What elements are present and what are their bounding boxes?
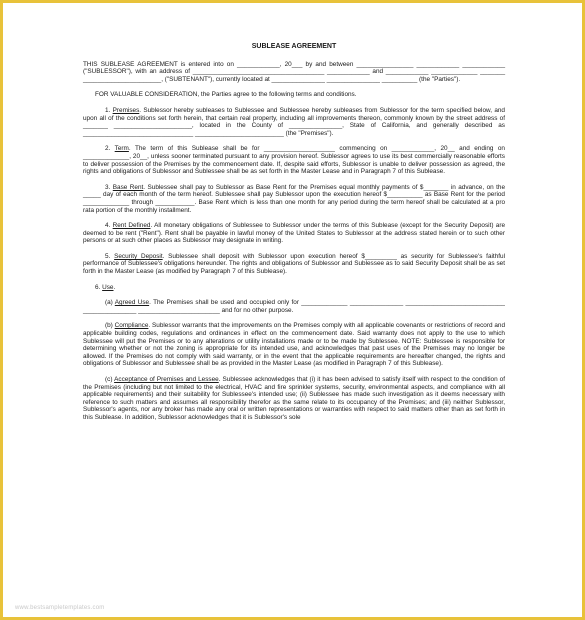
section-body: . Sublessee shall pay to Sublessor as Base Rent for the Premises equal monthly payments of $_______ in advance, on the _____ day of each month of the term hereof. Sublessee shall pay Sublessor upon the execution hereof $__________ as Base Rent for the period _____________ through ___________. Base Rent which is less than one month for any period during the term hereof shall be calculated at a pro rata portion of the monthly installment. <box>83 183 506 214</box>
section-number: 2. <box>105 145 111 153</box>
section-number: 4. <box>105 222 111 230</box>
section-number: 6. <box>95 283 101 291</box>
section-term <box>83 145 505 175</box>
section-rent-defined <box>83 222 505 245</box>
subsection-number: (b) <box>105 322 113 330</box>
section-premises <box>83 107 505 137</box>
document-title: SUBLEASE AGREEMENT <box>251 43 337 50</box>
subsection-heading: Compliance <box>114 322 149 330</box>
section-base-rent <box>83 184 505 214</box>
section-body: . The term of this Sublease shall be for ____________________ commencing on ____________, 20__ and ending on _____________, 20__, unless sooner terminated pursuant to any provision hereof. Sublessor agrees to use its best commercially reasonable efforts to deliver possession of the Premises by the commencement date. If, despite said efforts, Sublessor is unable to deliver possession as agreed, the rights and obligations of Sublessor and Sublessee shall be as set forth in the Master Lease and in Paragraph 7 of this Sublease. <box>83 145 505 176</box>
subsection-compliance <box>83 322 505 368</box>
subsection-heading: Acceptance of Premises and Lessee <box>114 376 219 383</box>
section-body: . Sublessor hereby subleases to Sublessee and Sublessee hereby subleases from Sublessor for the term specified below, and upon all of the conditions set forth herein, that certain real property, including all improvements thereon, commonly known by the street address of _______ ______________________, located in the County of _______________, State of California, and generally described as _______________________________ _________________________ (the "Premises"). <box>83 106 505 137</box>
consideration-paragraph: FOR VALUABLE CONSIDERATION, the Parties agree to the following terms and conditions. <box>95 91 357 99</box>
section-use: 6. Use. <box>95 283 116 291</box>
section-number: 1. <box>105 106 111 114</box>
section-heading: Use <box>102 283 114 291</box>
subsection-agreed-use <box>83 299 505 314</box>
section-number: 5. <box>105 252 111 260</box>
section-heading: Term <box>114 145 129 153</box>
section-heading: Rent Defined <box>112 222 151 230</box>
subsection-heading: Agreed Use <box>114 299 150 307</box>
subsection-body: . Sublessee acknowledges that (i) it has been advised to satisfy itself with respect to the condition of the Premises (including but not limited to the electrical, HVAC and fire sprinkler systems, security, environmental aspects, and compliance with all applicable requirements) and their suitability for Sublessee's intended use; (ii) Sublessee has made such investigation as it deems necessary with reference to such matters and assumes all responsibility therefor as the same relate to its occupancy of the Premises; and (iii) neither Sublessor, Sublessor's agents, nor any broker has made any oral or written representations or warranties with respect to said matters other than as set forth in this Sublease. In addition, Sublessor acknowledges that it is Sublessor's sole <box>83 376 505 421</box>
document-page <box>83 43 505 430</box>
subsection-body: . The Premises shall be used and occupied only for _____________ _______________ ____________________________ _______________ _______________________ and for no other purpose. <box>83 299 505 314</box>
section-body: . All monetary obligations of Sublessee to Sublessor under the terms of this Sublease (except for the Security Deposit) are deemed to be rent ("Rent"). Rent shall be payable in lawful money of the United States to Sublessor at the address stated herein or to such other persons or at such other places as Sublessor may designate in writing. <box>83 222 505 245</box>
watermark-text: www.bestsampletemplates.com <box>15 605 105 611</box>
section-heading: Security Deposit <box>114 252 163 260</box>
subsection-acceptance <box>83 376 505 422</box>
intro-paragraph: THIS SUBLEASE AGREEMENT is entered into on ____________, 20___ by and between ________________ ____________ ____________ ("SUBLESSOR"), with an address of _____________________________________ ____________ and ____________ _____________ _______ ______________________, ("SUBTENANT"), currently located at _______________ _______________ __________ (the "Parties"). <box>83 60 505 83</box>
subsection-number: (c) <box>105 376 113 383</box>
subsection-body: . Sublessor warrants that the improvements on the Premises comply with all applicable covenants or restrictions of record and applicable building codes, regulations and ordinances in effect on the commencement date. Said warranty does not apply to the use to which Sublessee will put the Premises or to any alterations or utility installations made or to be made by Sublessee. NOTE: Sublessee is responsible for determining whether or not the zoning is appropriate for its intended use, and acknowledges that past uses of the Premises may no longer be allowed. If the Premises do not comply with said warranty, or in the event that the applicable requirements are hereafter changed, the rights and obligations of Sublessor and Sublessee shall be as provided in the Master Lease (as modified in Paragraph 7 of this Sublease). <box>83 322 505 368</box>
section-security-deposit <box>83 253 505 276</box>
section-heading: Base Rent <box>112 183 144 191</box>
section-number: 3. <box>105 183 111 191</box>
section-heading: Premises <box>112 106 140 114</box>
section-body: . Sublessee shall deposit with Sublessor upon execution hereof $_________ as security for Sublessee's faithful performance of Sublessee's obligations hereunder. The rights and obligations of Sublessor and Sublessee as to said Security Deposit shall be as set forth in the Master Lease (as modified by Paragraph 7 of this Sublease). <box>83 252 505 276</box>
subsection-number: (a) <box>105 299 113 307</box>
